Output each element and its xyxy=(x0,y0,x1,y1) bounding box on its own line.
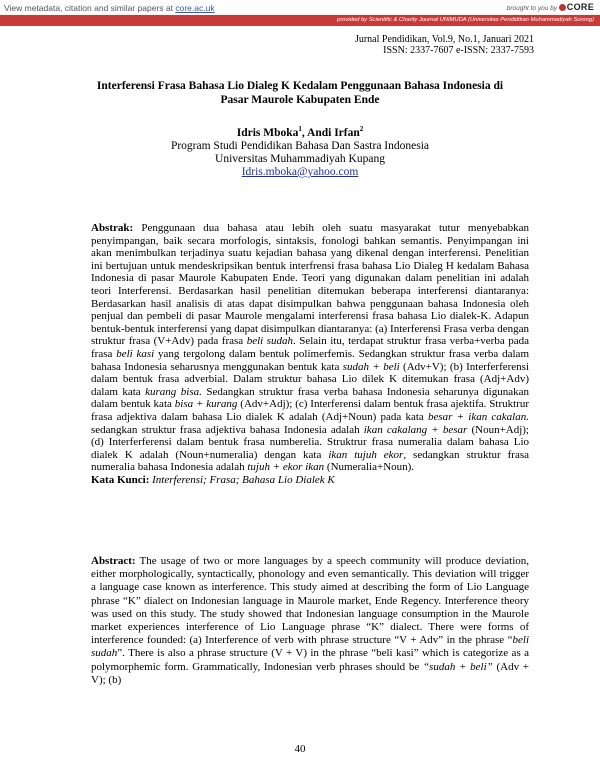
author-2-sup: 2 xyxy=(359,125,364,133)
journal-issn: ISSN: 2337-7607 e-ISSN: 2337-7593 xyxy=(383,45,534,56)
abstract-text-1: The usage of two or more languages by a speech community will produce deviation, either morphologically, syntactically, phonology and even semantically. This deviation will trigger a language case known as interference. This study aimed at describing the form of Lio Language phrase “K” dialect on Indonesian language in Maurole market, Ende Regency. Interference theory was used on this study. The study showed that Indonesian language consumption in the Maurole market experiences interference of Lio Language phrase “K” dialect. There were forms of interference founded: (a) Interference of verb with phrase structure “V + Adv” in the phrase “ xyxy=(91,555,529,647)
core-link[interactable]: core.ac.uk xyxy=(175,3,215,13)
abstrak-term-6: besar + ikan cakalan. xyxy=(428,410,529,423)
abstract-paragraph xyxy=(91,555,529,687)
abstrak-term-4: kurang bisa. xyxy=(145,385,202,398)
abstrak-text-6: (Adv+Adj); (c) Interferensi dalam bentuk frasa ajektifa. Struktrur frasa adjektiva dalam bahasa Lio dialek K adalah (Adj+Noun) pada kata xyxy=(91,398,529,423)
author-1-sup: 1 xyxy=(298,125,302,133)
title-line-1: Interferensi Frasa Bahasa Lio Dialeg K Kedalam Penggunaan Bahasa Indonesia di xyxy=(96,80,504,92)
affiliation xyxy=(80,140,520,179)
abstrak-text-9: , sedangkan struktur frasa numeralia bahasa Indonesia adalah xyxy=(91,448,529,474)
abstrak-term-2: beli kasi xyxy=(116,347,155,360)
core-metadata-label: View metadata, citation and similar papers at xyxy=(4,3,173,13)
abstract-text-3: (Adv + V); (b) xyxy=(91,660,529,686)
abstrak-text-8: (Noun+Adj); (d) Interferferensi dalam bentuk frasa numberelia. Struktrur frasa numeralia dalam bahasa Lio dialek K adalah (Noun+numeralia) dengan kata xyxy=(91,423,529,461)
abstrak-section xyxy=(91,222,529,486)
author-list xyxy=(80,125,520,139)
title-line-2: Pasar Maurole Kabupaten Ende xyxy=(220,94,380,106)
abstrak-text-1: Penggunaan dua bahasa atau lebih oleh suatu masyarakat tutur menyebabkan penyimpangan, baik secara morfologis, sintaksis, fonologi bahkan semantis. Penyimpangan ini akan menimbulkan terjadinya suatu kejadian bahasa yang dikenal dengan interferensi. Penelitian ini bertujuan untuk mendeskripsikan bentuk interfrensi frasa bahasa Lio Dialeg H kedalam Bahasa Indonesia di pasar Maurole Kabupaten Ende. Teori yang digunakan dalam penelitian ini adalah teori Interferensi. Berdasarkan hasil penelitian ditemukan beberapa interferensi diantaranya: Berdasarkan hasil analisis di atas dapat disimpulkan bahwa penggunaan bahasa Indonesia oleh penjual dan pembeli di pasar Maurole mengalami interferensi frasa bahasa Lio dialek-K. Adapun bentuk-bentuk interferensi yang dapat disimpulkan diantaranya: (a) Interferensi Frasa verba dengan struktur frasa (V+Adv) pada frasa xyxy=(91,222,529,348)
abstrak-text-7: sedangkan struktur frasa adjektiva bahasa Indonesia adalah xyxy=(91,423,364,436)
page-number: 40 xyxy=(294,743,306,755)
abstrak-text-5: Sedangkan struktur frasa verba bahasa Indonesia seharunya digunakan dalam bentuk kata xyxy=(91,385,529,411)
core-banner xyxy=(0,0,600,14)
abstract-term-2: “sudah + beli” xyxy=(422,660,493,673)
author-separator: , xyxy=(301,126,308,139)
abstract-label: Abstract: xyxy=(91,555,136,567)
abstrak-term-3: sudah + beli xyxy=(342,360,400,373)
core-brought-by[interactable] xyxy=(507,2,594,12)
abstract-section xyxy=(91,555,529,687)
abstrak-term-8: ikan tujuh ekor xyxy=(328,448,404,461)
abstrak-term-1: beli sudah xyxy=(246,335,293,348)
journal-volume: Jurnal Pendidikan, Vol.9, No.1, Januari 2021 xyxy=(354,34,534,45)
core-metadata-text xyxy=(4,3,215,13)
core-logo: CORE xyxy=(566,2,594,12)
abstract-term-1: beli sudah xyxy=(91,634,529,660)
abstrak-paragraph xyxy=(91,222,529,474)
kata-kunci-terms: Interferensi; Frasa; Bahasa Lio Dialek K xyxy=(149,473,335,486)
kata-kunci-label: Kata Kunci: xyxy=(91,473,150,486)
provided-by-text: provided by Scientific & Charity Journal UNIMUDA (Universitas Pendidikan Muhammadiyah Sorong) xyxy=(337,17,594,23)
abstrak-text-10: (Numeralia+Noun). xyxy=(324,461,415,474)
paper-title xyxy=(80,79,520,107)
abstrak-text-4: (Adv+V); (b) Interferferensi dalam bentuk frasa adverbial. Dalam struktur bahasa Lio dilek K ditemukan frasa (Adj+Adv) dalam kata xyxy=(91,360,529,398)
author-email-link[interactable]: Idris.mboka@yahoo.com xyxy=(241,166,359,178)
journal-header xyxy=(355,34,534,56)
provided-by-bar xyxy=(0,15,600,26)
abstrak-term-7: ikan cakalang + besar xyxy=(363,423,468,436)
abstrak-term-9: tujuh + ekor ikan xyxy=(247,461,325,474)
abstract-text-2: ”. There is also a phrase structure (V + V) in the phrase “beli kasi” which is categorize as a polymorphemic form. Grammatically, Indonesian verb phrases should be xyxy=(91,647,529,673)
author-1: Idris Mboka xyxy=(236,126,299,139)
brought-by-label: brought to you by xyxy=(506,5,557,12)
program-name: Program Studi Pendidikan Bahasa Dan Sastra Indonesia xyxy=(170,140,430,152)
abstrak-text-2: . Selain itu, terdapat struktur frasa verba+verba pada frasa xyxy=(91,335,529,360)
university-name: Universitas Muhammadiyah Kupang xyxy=(215,153,385,165)
abstrak-label: Abstrak: xyxy=(91,222,134,234)
abstrak-term-5: bisa + kurang xyxy=(174,398,238,411)
abstrak-text-3: yang tergolong dalam bentuk polimerfemis. Sedangkan struktur frasa verba dalam bahasa Indonesia seharusnya menggunakan bentuk kata xyxy=(91,347,529,373)
author-2: Andi Irfan xyxy=(307,126,360,139)
core-logo-icon xyxy=(559,4,566,11)
kata-kunci xyxy=(91,474,529,487)
